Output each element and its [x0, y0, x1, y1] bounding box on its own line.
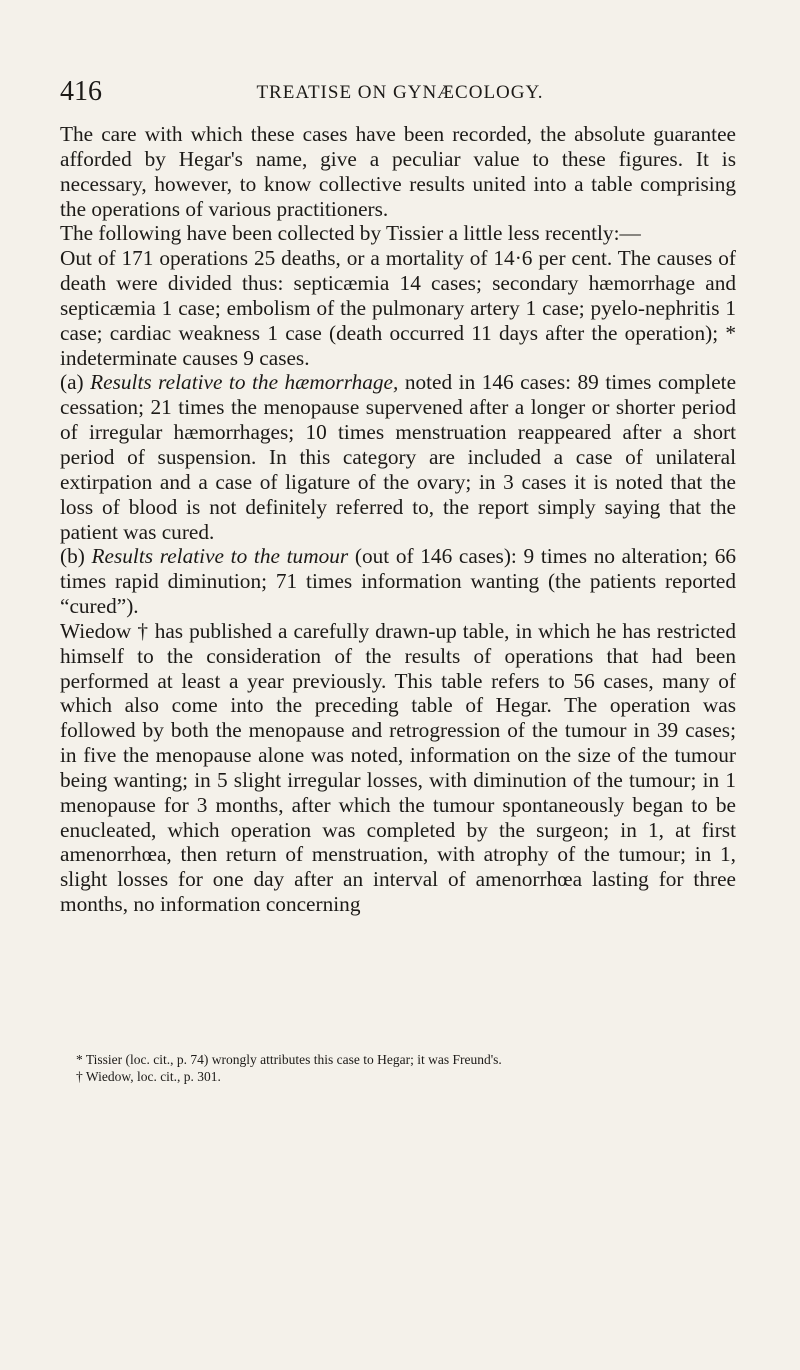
paragraph-b [60, 544, 736, 619]
page-header [60, 76, 740, 110]
paragraph-b-label: (b) [60, 544, 85, 569]
paragraph: The care with which these cases have been recorded, the absolute guarantee afforded by Hegar's name, give a peculiar value to these figures. It is necessary, however, to know collective results united into a table comprising the operations of various practitioners. [60, 122, 736, 221]
running-title: TREATISE ON GYNÆCOLOGY. [256, 82, 544, 103]
paragraph-a-text: noted in 146 cases: 89 times complete cessation; 21 times the menopause supervened after a longer or shorter period of irregular hæmorrhages; 10 times menstruation reappeared after a short period of suspension. In this category are included a case of unilateral extirpation and a case of ligature of the ovary; in 3 cases it is noted that the loss of blood is not definitely referred to, the report simply saying that the patient was cured. [60, 370, 737, 544]
paragraph: The following have been collected by Tissier a little less recently:— [60, 221, 641, 246]
paragraph: Out of 171 operations 25 deaths, or a mortality of 14·6 per cent. The causes of death were divided thus: septicæmia 14 cases; secondary hæmorrhage and septicæmia 1 case; embolism of the pulmonary artery 1 case; pyelo-nephritis 1 case; cardiac weakness 1 case (death occurred 11 days after the operation); * indeterminate causes 9 cases. [60, 246, 736, 370]
paragraph-b-heading: Results relative to the tumour [91, 544, 349, 569]
page-number: 416 [60, 76, 102, 107]
paragraph-wiedow: Wiedow † has published a carefully drawn-up table, in which he has restricted himself to the consideration of the results of operations that had been performed at least a year previously. This table refers to 56 cases, many of which also come into the preceding table of Hegar. The operation was followed by both the menopause and retrogression of the tumour in 39 cases; in five the menopause alone was noted, information on the size of the tumour being wanting; in 5 slight irregular losses, with diminution of the tumour; in 1 menopause for 3 months, after which the tumour spontaneously began to be enucleated, which operation was completed by the surgeon; in 1, at first amenorrhœa, then return of menstruation, with atrophy of the tumour; in 1, slight losses for one day after an interval of amenorrhœa lasting for three months, no information concerning [60, 618, 736, 917]
footnote: † Wiedow, loc. cit., p. 301. [76, 1069, 221, 1084]
body-text [60, 122, 736, 917]
paragraph-a [60, 370, 736, 544]
footnotes [60, 1051, 736, 1085]
paragraph-a-label: (a) [60, 370, 84, 395]
paragraph-b-text: (out of 146 cases): 9 times no alteration; 66 times rapid diminution; 71 times information wanting (the patients reported “cured”). [60, 544, 736, 619]
paragraph-a-heading: Results relative to the hæmorrhage, [90, 370, 399, 395]
footnote: * Tissier (loc. cit., p. 74) wrongly attributes this case to Hegar; it was Freund's. [76, 1052, 502, 1067]
